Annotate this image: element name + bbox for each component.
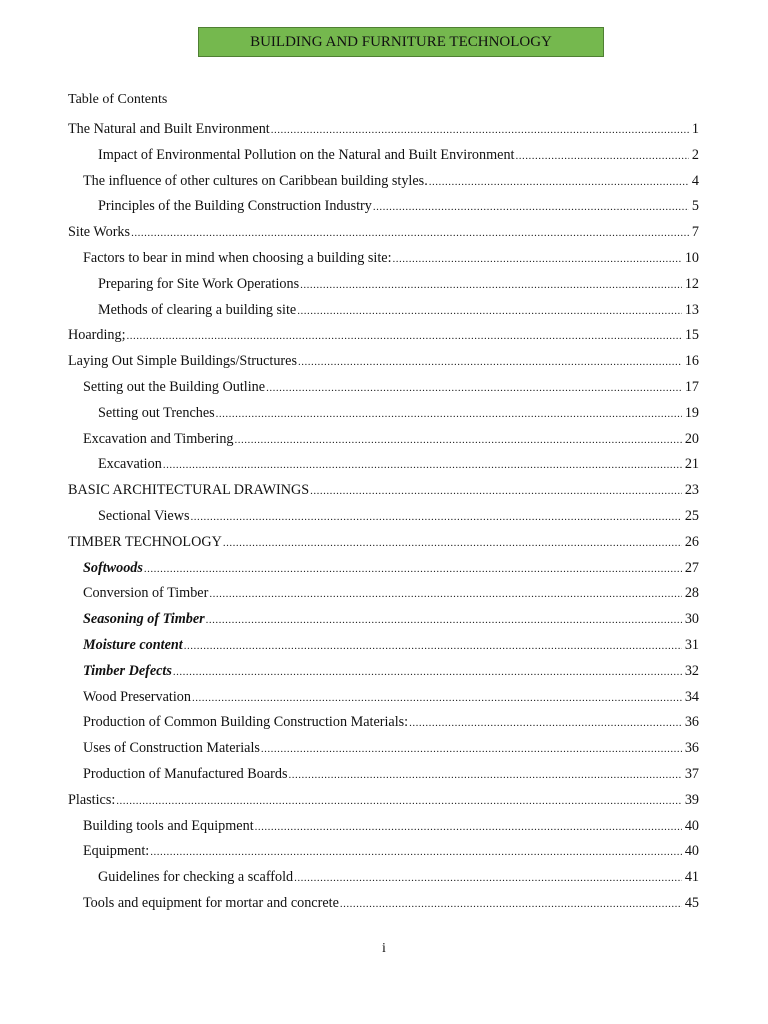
toc-entry[interactable] bbox=[68, 246, 699, 272]
toc-entry-page: 25 bbox=[684, 507, 699, 524]
toc-dot-leader bbox=[127, 324, 682, 350]
toc-dot-leader bbox=[294, 866, 682, 892]
toc-entry-title: Conversion of Timber bbox=[83, 585, 209, 602]
toc-dot-leader bbox=[429, 170, 689, 196]
toc-entry[interactable] bbox=[68, 659, 699, 685]
toc-dot-leader bbox=[209, 582, 681, 608]
toc-entry-page: 1 bbox=[691, 121, 699, 137]
toc-entry-page: 7 bbox=[691, 224, 699, 241]
toc-entry-page: 30 bbox=[684, 611, 699, 628]
toc-dot-leader bbox=[192, 686, 682, 712]
toc-dot-leader bbox=[235, 428, 682, 454]
toc-dot-leader bbox=[393, 247, 682, 273]
toc-entry-title: Production of Common Building Construction Materials: bbox=[83, 714, 409, 731]
toc-dot-leader bbox=[300, 273, 682, 299]
toc-entry-page: 31 bbox=[684, 636, 699, 653]
toc-entry[interactable] bbox=[68, 865, 699, 891]
toc-entry[interactable] bbox=[68, 762, 699, 788]
toc-entry-page: 34 bbox=[684, 688, 699, 705]
toc-entry-title: Equipment: bbox=[83, 843, 150, 860]
toc-entry-page: 13 bbox=[684, 301, 699, 318]
toc-heading: Table of Contents bbox=[68, 92, 168, 107]
toc-entry-page: 4 bbox=[691, 172, 699, 189]
toc-dot-leader bbox=[184, 634, 682, 660]
toc-entry[interactable] bbox=[68, 478, 699, 504]
toc-entry-title: BASIC ARCHITECTURAL DRAWINGS bbox=[68, 482, 310, 499]
toc-entry-page: 12 bbox=[684, 275, 699, 292]
toc-dot-leader bbox=[116, 789, 682, 815]
toc-dot-leader bbox=[216, 402, 682, 428]
toc-entry[interactable] bbox=[68, 633, 699, 659]
toc-entry-page: 19 bbox=[684, 404, 699, 421]
toc-entry[interactable] bbox=[68, 401, 699, 427]
toc-dot-leader bbox=[297, 299, 682, 325]
toc-entry-title: Setting out Trenches bbox=[98, 404, 215, 421]
toc-dot-leader bbox=[310, 479, 682, 505]
toc-entry-title: Excavation and Timbering bbox=[83, 430, 234, 447]
toc-entry-title: Softwoods bbox=[83, 559, 143, 576]
document-title-text: BUILDING AND FURNITURE TECHNOLOGY bbox=[250, 33, 552, 50]
toc-entry-title: The influence of other cultures on Caribbean building styles. bbox=[83, 172, 428, 189]
toc-dot-leader bbox=[409, 711, 682, 737]
toc-entry[interactable] bbox=[68, 685, 699, 711]
toc-entry-page: 5 bbox=[691, 198, 699, 215]
document-title bbox=[198, 27, 604, 57]
toc-dot-leader bbox=[373, 195, 689, 221]
toc-entry-title: Seasoning of Timber bbox=[83, 611, 205, 628]
toc-entry-page: 20 bbox=[684, 430, 699, 447]
toc-dot-leader bbox=[223, 531, 682, 557]
toc-entry[interactable] bbox=[68, 710, 699, 736]
toc-entry-title: Timber Defects bbox=[83, 662, 172, 679]
toc-entry-page: 21 bbox=[684, 456, 699, 473]
toc-entry-page: 17 bbox=[684, 378, 699, 395]
toc-entry-title: Impact of Environmental Pollution on the Natural and Built Environment bbox=[98, 146, 515, 163]
toc-entry-page: 10 bbox=[684, 249, 699, 266]
toc-dot-leader bbox=[340, 892, 682, 918]
toc-entry-page: 15 bbox=[684, 327, 699, 344]
toc-dot-leader bbox=[144, 557, 682, 583]
table-of-contents bbox=[68, 117, 699, 917]
toc-entry[interactable] bbox=[68, 169, 699, 195]
toc-entry-title: Excavation bbox=[98, 456, 162, 473]
toc-entry[interactable] bbox=[68, 452, 699, 478]
toc-entry-page: 16 bbox=[684, 353, 699, 370]
toc-entry-page: 39 bbox=[684, 791, 699, 808]
toc-dot-leader bbox=[173, 660, 682, 686]
toc-entry-title: Building tools and Equipment bbox=[83, 817, 254, 834]
toc-entry[interactable] bbox=[68, 298, 699, 324]
toc-entry-title: Uses of Construction Materials bbox=[83, 740, 260, 757]
toc-entry[interactable] bbox=[68, 143, 699, 169]
toc-entry-title: Factors to bear in mind when choosing a building site: bbox=[83, 249, 392, 266]
toc-entry-title: Guidelines for checking a scaffold bbox=[98, 869, 294, 886]
toc-entry-page: 36 bbox=[684, 740, 699, 757]
toc-entry[interactable] bbox=[68, 272, 699, 298]
toc-entry-title: Methods of clearing a building site bbox=[98, 301, 297, 318]
page-number: i bbox=[382, 941, 386, 956]
toc-entry[interactable] bbox=[68, 323, 699, 349]
toc-entry-page: 23 bbox=[684, 482, 699, 499]
toc-dot-leader bbox=[163, 453, 682, 479]
toc-dot-leader bbox=[515, 144, 688, 170]
toc-entry-page: 40 bbox=[684, 817, 699, 834]
toc-entry[interactable] bbox=[68, 220, 699, 246]
toc-entry-title: Principles of the Building Construction Industry bbox=[98, 198, 372, 215]
toc-entry-page: 45 bbox=[684, 894, 699, 911]
toc-entry-title: TIMBER TECHNOLOGY bbox=[68, 533, 222, 550]
toc-entry[interactable] bbox=[68, 607, 699, 633]
toc-entry-page: 40 bbox=[684, 843, 699, 860]
toc-dot-leader bbox=[266, 376, 682, 402]
toc-entry[interactable] bbox=[68, 788, 699, 814]
toc-entry[interactable] bbox=[68, 194, 699, 220]
toc-entry-title: Setting out the Building Outline bbox=[83, 378, 266, 395]
toc-dot-leader bbox=[261, 737, 682, 763]
toc-entry-title: Site Works bbox=[68, 224, 131, 241]
toc-entry[interactable] bbox=[68, 891, 699, 917]
toc-entry[interactable] bbox=[68, 349, 699, 375]
toc-entry-page: 32 bbox=[684, 662, 699, 679]
toc-entry-title: Production of Manufactured Boards bbox=[83, 765, 288, 782]
toc-dot-leader bbox=[255, 815, 682, 841]
toc-dot-leader bbox=[190, 505, 681, 531]
toc-dot-leader bbox=[289, 763, 682, 789]
toc-entry[interactable] bbox=[68, 814, 699, 840]
toc-dot-leader bbox=[298, 350, 682, 376]
toc-dot-leader bbox=[206, 608, 682, 634]
toc-dot-leader bbox=[131, 221, 689, 247]
toc-entry[interactable] bbox=[68, 556, 699, 582]
toc-entry-title: Preparing for Site Work Operations bbox=[98, 275, 300, 292]
toc-entry-page: 27 bbox=[684, 559, 699, 576]
toc-entry-page: 2 bbox=[691, 146, 699, 163]
toc-entry[interactable] bbox=[68, 504, 699, 530]
toc-entry[interactable] bbox=[68, 736, 699, 762]
toc-entry-page: 36 bbox=[684, 714, 699, 731]
toc-entry[interactable] bbox=[68, 427, 699, 453]
toc-entry-page: 26 bbox=[684, 533, 699, 550]
toc-entry-page: 28 bbox=[684, 585, 699, 602]
toc-entry[interactable] bbox=[68, 375, 699, 401]
toc-entry[interactable] bbox=[68, 530, 699, 556]
toc-entry-title: Tools and equipment for mortar and concrete bbox=[83, 894, 339, 911]
toc-entry-page: 37 bbox=[684, 765, 699, 782]
toc-entry-title: Sectional Views bbox=[98, 507, 190, 524]
toc-dot-leader bbox=[150, 840, 682, 866]
toc-entry[interactable] bbox=[68, 117, 699, 143]
toc-entry-title: Wood Preservation bbox=[83, 688, 191, 705]
toc-entry[interactable] bbox=[68, 839, 699, 865]
toc-dot-leader bbox=[271, 118, 689, 144]
toc-entry-title: The Natural and Built Environment bbox=[68, 121, 270, 137]
toc-entry-title: Plastics: bbox=[68, 791, 116, 808]
toc-entry[interactable] bbox=[68, 581, 699, 607]
toc-entry-title: Laying Out Simple Buildings/Structures bbox=[68, 353, 297, 370]
toc-entry-page: 41 bbox=[684, 869, 699, 886]
toc-entry-title: Hoarding; bbox=[68, 327, 126, 344]
toc-entry-title: Moisture content bbox=[83, 636, 183, 653]
